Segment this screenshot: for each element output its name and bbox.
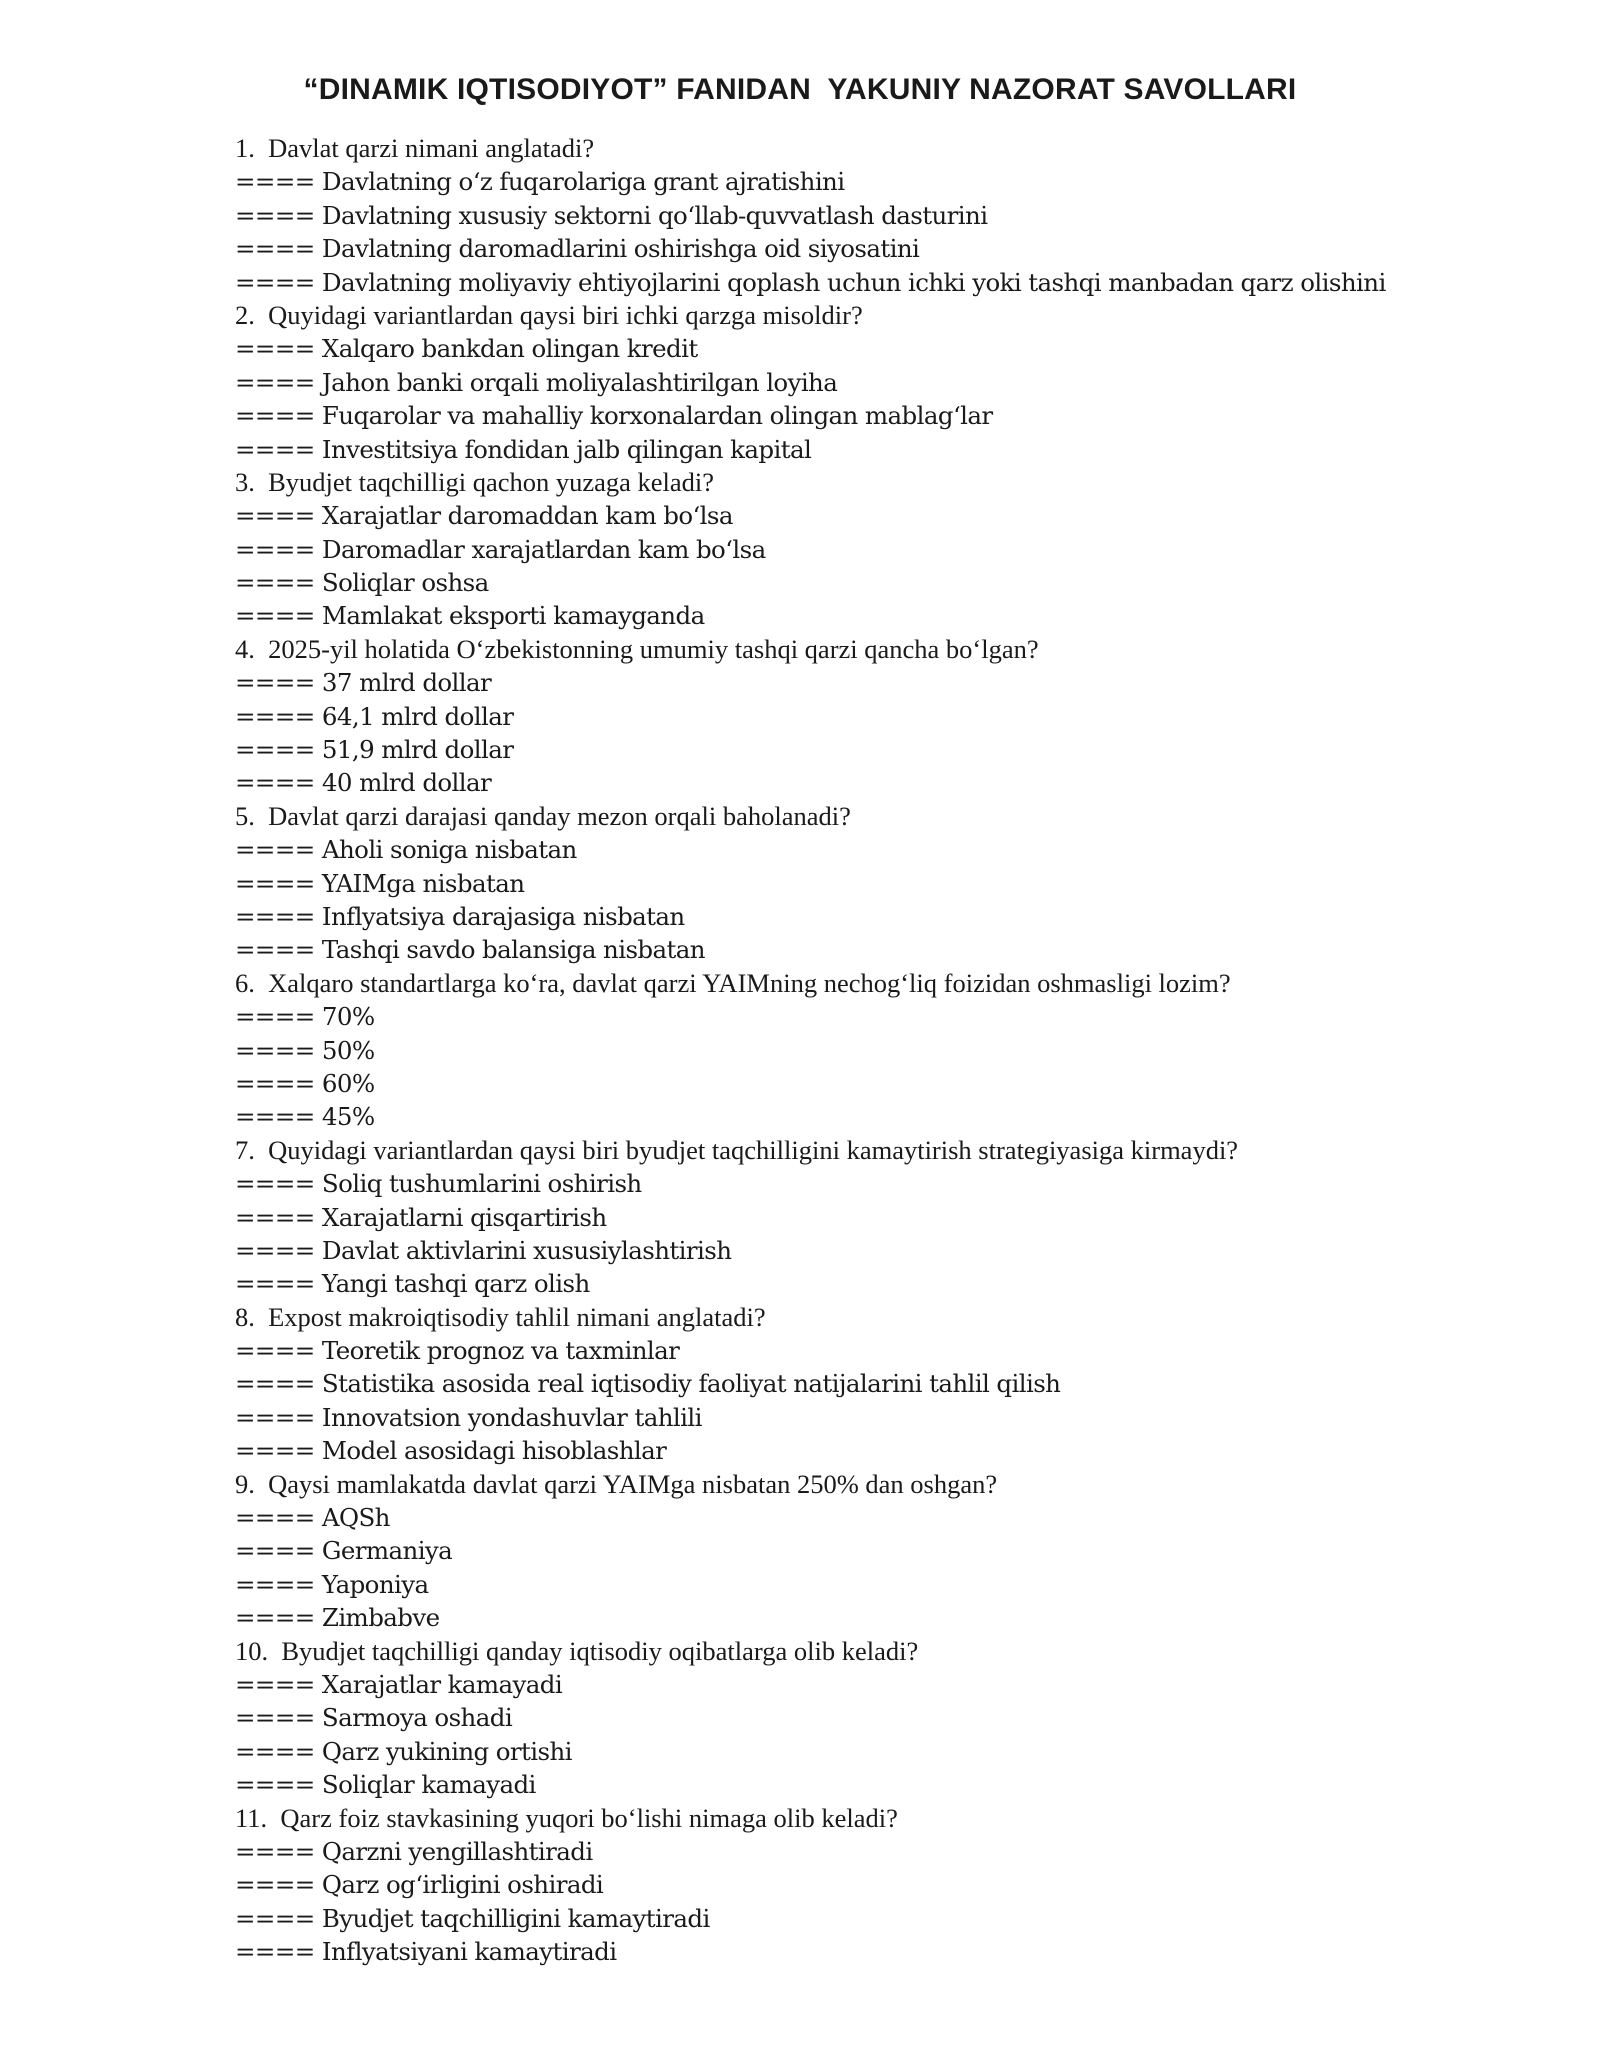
answer-option: ==== Davlatning moliyaviy ehtiyojlarini qoplash uchun ichki yoki tashqi manbadan qarz olishini: [235, 267, 1386, 297]
answer-option: ==== 60%: [235, 1068, 375, 1098]
answer-option: ==== Statistika asosida real iqtisodiy faoliyat natijalarini tahlil qilish: [235, 1369, 1061, 1399]
question-text: 6. Xalqaro standartlarga koʻra, davlat qarzi YAIMning nechogʻliq foizidan oshmasligi lozim?: [235, 967, 1231, 998]
question-text: 2. Quyidagi variantlardan qaysi biri ichki qarzga misoldir?: [235, 299, 863, 330]
question-block: [235, 466, 1565, 633]
question-block: [235, 967, 1565, 1134]
question-text: 11. Qarz foiz stavkasining yuqori boʻlishi nimaga olib keladi?: [235, 1802, 898, 1833]
question-block: [235, 800, 1565, 967]
question-text: 4. 2025-yil holatida Oʻzbekistonning umumiy tashqi qarzi qancha boʻlgan?: [235, 633, 1039, 664]
answer-option: ==== 40 mlrd dollar: [235, 768, 492, 798]
answer-option: ==== Xarajatlarni qisqartirish: [235, 1202, 607, 1232]
answer-option: ==== 51,9 mlrd dollar: [235, 735, 514, 765]
answer-option: ==== Qarzni yengillashtiradi: [235, 1836, 593, 1866]
answer-option: ==== Germaniya: [235, 1536, 453, 1566]
answer-option: ==== Davlatning daromadlarini oshirishga oid siyosatini: [235, 234, 920, 264]
answer-option: ==== Xalqaro bankdan olingan kredit: [235, 334, 698, 364]
answer-option: ==== Byudjet taqchilligini kamaytiradi: [235, 1903, 710, 1933]
answer-option: ==== Tashqi savdo balansiga nisbatan: [235, 935, 705, 965]
answer-option: ==== Inflyatsiya darajasiga nisbatan: [235, 901, 685, 931]
answer-option: ==== 37 mlrd dollar: [235, 668, 492, 698]
question-block: [235, 132, 1565, 299]
answer-option: ==== Aholi soniga nisbatan: [235, 835, 577, 865]
answer-option: ==== Sarmoya oshadi: [235, 1703, 513, 1733]
question-block: [235, 1802, 1565, 1969]
question-text: 7. Quyidagi variantlardan qaysi biri byudjet taqchilligini kamaytirish strategiyasiga kirmaydi?: [235, 1134, 1239, 1165]
answer-option: ==== Innovatsion yondashuvlar tahlili: [235, 1402, 702, 1432]
question-text: 3. Byudjet taqchilligi qachon yuzaga keladi?: [235, 466, 715, 497]
answer-option: ==== 64,1 mlrd dollar: [235, 701, 514, 731]
answer-option: ==== Inflyatsiyani kamaytiradi: [235, 1937, 617, 1967]
answer-option: ==== Investitsiya fondidan jalb qilingan kapital: [235, 434, 812, 464]
question-block: [235, 633, 1565, 800]
answer-option: ==== 70%: [235, 1002, 375, 1032]
answer-option: ==== Teoretik prognoz va taxminlar: [235, 1336, 680, 1366]
answer-option: ==== Davlat aktivlarini xususiylashtirish: [235, 1235, 732, 1265]
question-text: 10. Byudjet taqchilligi qanday iqtisodiy oqibatlarga olib keladi?: [235, 1635, 919, 1666]
answer-option: ==== Qarz yukining ortishi: [235, 1736, 572, 1766]
answer-option: ==== Yaponiya: [235, 1569, 429, 1599]
answer-option: ==== Daromadlar xarajatlardan kam boʻlsa: [235, 534, 766, 564]
answer-option: ==== Zimbabve: [235, 1603, 440, 1633]
answer-option: ==== Xarajatlar daromaddan kam boʻlsa: [235, 501, 733, 531]
answer-option: ==== Model asosidagi hisoblashlar: [235, 1436, 667, 1466]
answer-option: ==== Xarajatlar kamayadi: [235, 1669, 563, 1699]
answer-option: ==== Jahon banki orqali moliyalashtirilgan loyiha: [235, 367, 838, 397]
answer-option: ==== Soliqlar kamayadi: [235, 1770, 536, 1800]
question-block: [235, 299, 1565, 466]
answer-option: ==== Davlatning oʻz fuqarolariga grant ajratishini: [235, 167, 845, 197]
answer-option: ==== Mamlakat eksporti kamayganda: [235, 601, 705, 631]
question-text: 1. Davlat qarzi nimani anglatadi?: [235, 133, 595, 163]
answer-option: ==== YAIMga nisbatan: [235, 868, 525, 898]
answer-option: ==== Yangi tashqi qarz olish: [235, 1269, 590, 1299]
answer-option: ==== Qarz ogʻirligini oshiradi: [235, 1870, 604, 1900]
answer-option: ==== Davlatning xususiy sektorni qoʻllab-quvvatlash dasturini: [235, 200, 988, 230]
question-block: [235, 1468, 1565, 1635]
question-block: [235, 1134, 1565, 1301]
answer-option: ==== AQSh: [235, 1503, 390, 1533]
page-title: “DINAMIK IQTISODIYOT” FANIDAN YAKUNIY NAZORAT SAVOLLARI: [303, 73, 1297, 106]
question-text: 8. Expost makroiqtisodiy tahlil nimani anglatadi?: [235, 1301, 766, 1332]
answer-option: ==== 50%: [235, 1035, 375, 1065]
answer-option: ==== 45%: [235, 1102, 375, 1132]
answer-option: ==== Soliqlar oshsa: [235, 568, 489, 598]
question-list: [235, 132, 1565, 1968]
question-block: [235, 1301, 1565, 1468]
question-text: 5. Davlat qarzi darajasi qanday mezon orqali baholanadi?: [235, 800, 851, 831]
question-text: 9. Qaysi mamlakatda davlat qarzi YAIMga nisbatan 250% dan oshgan?: [235, 1468, 998, 1499]
answer-option: ==== Fuqarolar va mahalliy korxonalardan olingan mablagʻlar: [235, 401, 993, 431]
answer-option: ==== Soliq tushumlarini oshirish: [235, 1169, 642, 1199]
question-block: [235, 1635, 1565, 1802]
